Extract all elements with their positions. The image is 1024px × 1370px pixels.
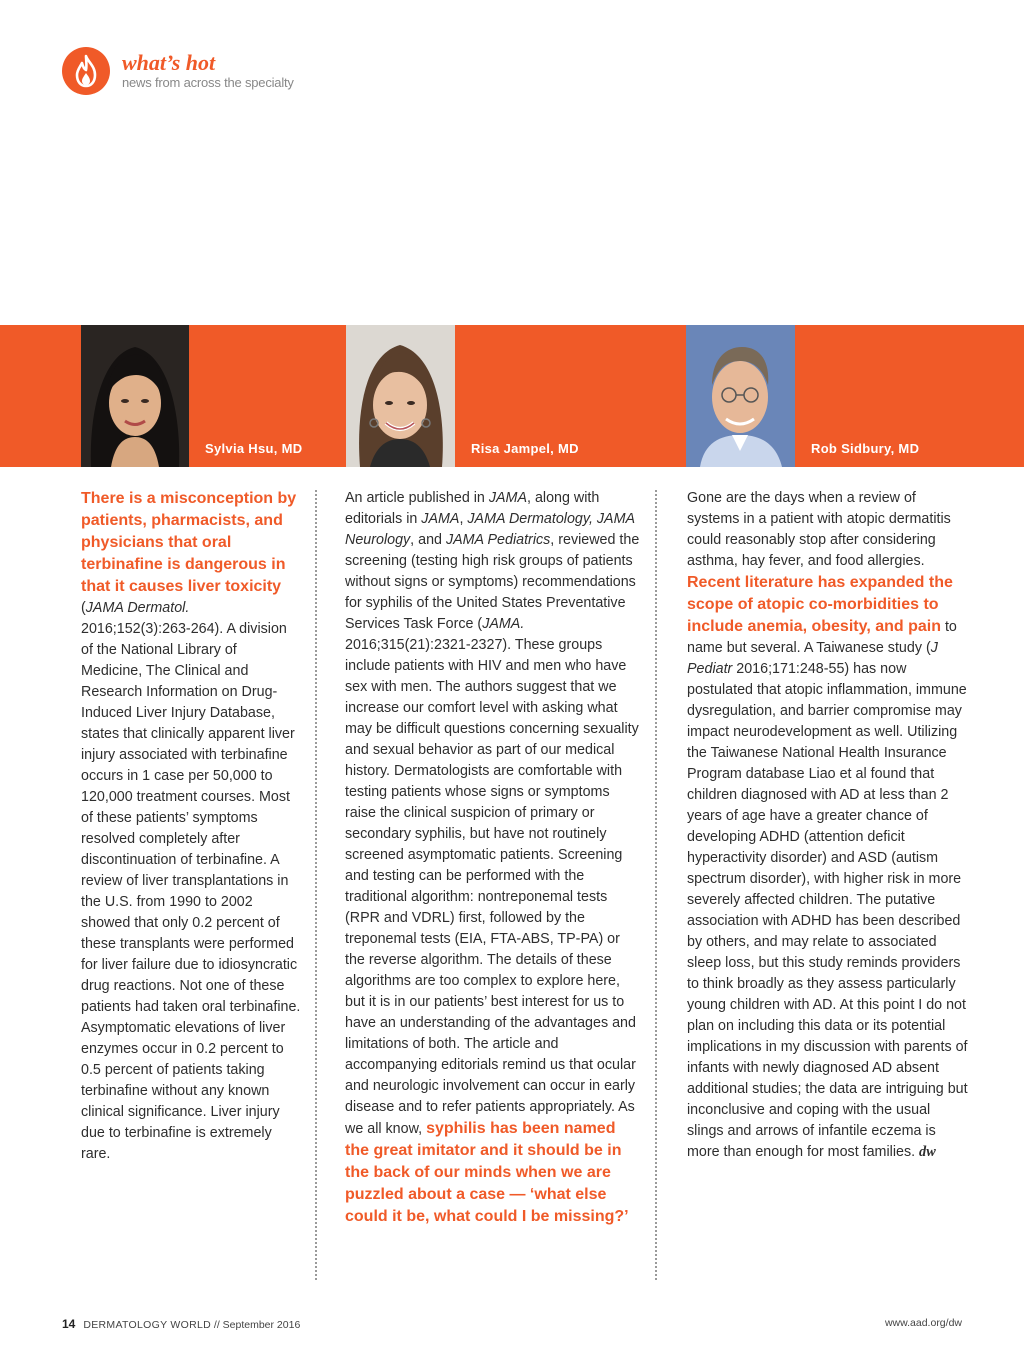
section-subtitle: news from across the specialty: [122, 75, 294, 90]
article-text: ,: [459, 511, 468, 527]
journal-name: JAMA: [488, 490, 527, 506]
article-text: , and: [410, 532, 446, 548]
magazine-name: DERMATOLOGY WORLD: [83, 1319, 211, 1331]
journal-name: JAMA Dermatol.: [85, 600, 190, 616]
photo-risa-jampel: [346, 325, 455, 467]
article-text: 2016;171:248-55) has now postulated that atopic inflammation, immune dysregulation, and barrier compromise may impact neurodevelopment as well. Utilizing the Taiwanese National Health Insurance Program database Liao et al found that children diagnosed with AD at less than 2 years of age have a greater chance of developing ADHD (attention deficit hyperactivity disorder) and ASD (autism spectrum disorder), with higher risk in more severely affected children. The putative association with ADHD has been described by others, and may relate to associated sleep loss, but this study reminds providers to think broadly as they assess particularly young children with AD. At this point I do not plan on including this data or its potential implications in my discussion with parents of infants with newly diagnosed AD absent additional studies; the data are intriguing but inconclusive and coping with the usual slings and arrows of infantile eczema is more than enough for most families.: [687, 661, 968, 1160]
journal-name: J Pediatr: [687, 640, 938, 677]
pull-quote: syphilis has been named the great imitator and it should be in the back of our minds when we are puzzled about a case — ‘what else could it be, what could I be missing?’: [345, 1120, 629, 1225]
column-divider: [315, 490, 317, 1280]
photo-rob-sidbury: [686, 325, 795, 467]
footer-separator: //: [210, 1319, 223, 1331]
article-text: , along with editorials in: [345, 490, 600, 527]
article-column-jampel: [345, 488, 640, 1228]
flame-icon: [62, 47, 110, 95]
contributor-name: Rob Sidbury, MD: [811, 441, 920, 456]
footer-url[interactable]: www.aad.org/dw: [884, 1317, 962, 1329]
section-header: [62, 46, 294, 96]
column-divider: [655, 490, 657, 1280]
journal-name: JAMA Neurology: [345, 511, 635, 548]
section-title: what’s hot: [122, 50, 216, 75]
article-text: to name but several. A Taiwanese study (: [687, 619, 957, 656]
article-text: , reviewed the screening (testing high risk groups of patients without signs or symptoms) recommendations for syphilis of the United States Preventative Services Task Force (: [345, 532, 640, 632]
journal-name: JAMA Pediatrics: [445, 532, 551, 548]
journal-name: JAMA.: [482, 616, 525, 632]
issue-date: September 2016: [222, 1319, 301, 1331]
article-text: An article published in: [345, 490, 489, 506]
citation-open: (: [81, 600, 86, 616]
pull-quote: There is a misconception by patients, pharmacists, and physicians that oral terbinafine is dangerous in that it causes liver toxicity: [81, 490, 297, 595]
contributor-name: Sylvia Hsu, MD: [205, 441, 303, 456]
article-body: 2016;152(3):263-264). A division of the National Library of Medicine, The Clinical and Research Information on Drug-Induced Liver Injury Database, states that clinically apparent liver injury associated with terbinafine occurs in 1 case per 50,000 to 120,000 treatment courses. Most of these patients’ symptoms resolved completely after discontinuation of terbinafine. A review of liver transplantations in the U.S. from 1990 to 2002 showed that only 0.2 percent of these transplants were performed for liver failure due to idiosyncratic drug reactions. Not one of these patients had taken oral terbinafine. Asymptomatic elevations of liver enzymes occur in 0.2 percent to 0.5 percent of patients taking terbinafine without any known clinical significance. Liver injury due to terbinafine is extremely rare.: [81, 621, 301, 1162]
journal-name: JAMA Dermatology,: [467, 511, 593, 527]
journal-name: JAMA: [421, 511, 460, 527]
article-column-sidbury: [687, 488, 969, 1163]
end-sign: dw: [919, 1144, 936, 1160]
contributor-name: Risa Jampel, MD: [471, 441, 579, 456]
photo-sylvia-hsu: [81, 325, 189, 467]
page-number: 14: [62, 1317, 76, 1331]
pull-quote: Recent literature has expanded the scope of atopic co-morbidities to include anemia, obesity, and pain: [687, 574, 953, 635]
article-text: 2016;315(21):2321-2327). These groups include patients with HIV and men who have sex with men. The authors suggest that we increase our comfort level with asking what may be difficult questions concerning sexuality and sexual behavior as part of our medical history. Dermatologists are comfortable with testing patients whose signs or symptoms raise the clinical suspicion of primary or secondary syphilis, but have not routinely screened asymptomatic patients. Screening and testing can be performed with the traditional algorithm: nontreponemal tests (RPR and VDRL) first, followed by the treponemal tests (EIA, FTA-ABS, TP-PA) or the reverse algorithm. The details of these algorithms are too complex to explore here, but it is in our patients’ best interest for us to have an understanding of the advantages and limitations of both. The article and accompanying editorials remind us that ocular and neurologic involvement can occur in early disease and to refer patients appropriately. As we all know,: [345, 637, 639, 1137]
article-text: Gone are the days when a review of systems in a patient with atopic dermatitis could reasonably stop after considering asthma, hay fever, and food allergies.: [687, 490, 951, 569]
footer-left: [62, 1317, 300, 1331]
article-column-hsu: [81, 488, 301, 1165]
